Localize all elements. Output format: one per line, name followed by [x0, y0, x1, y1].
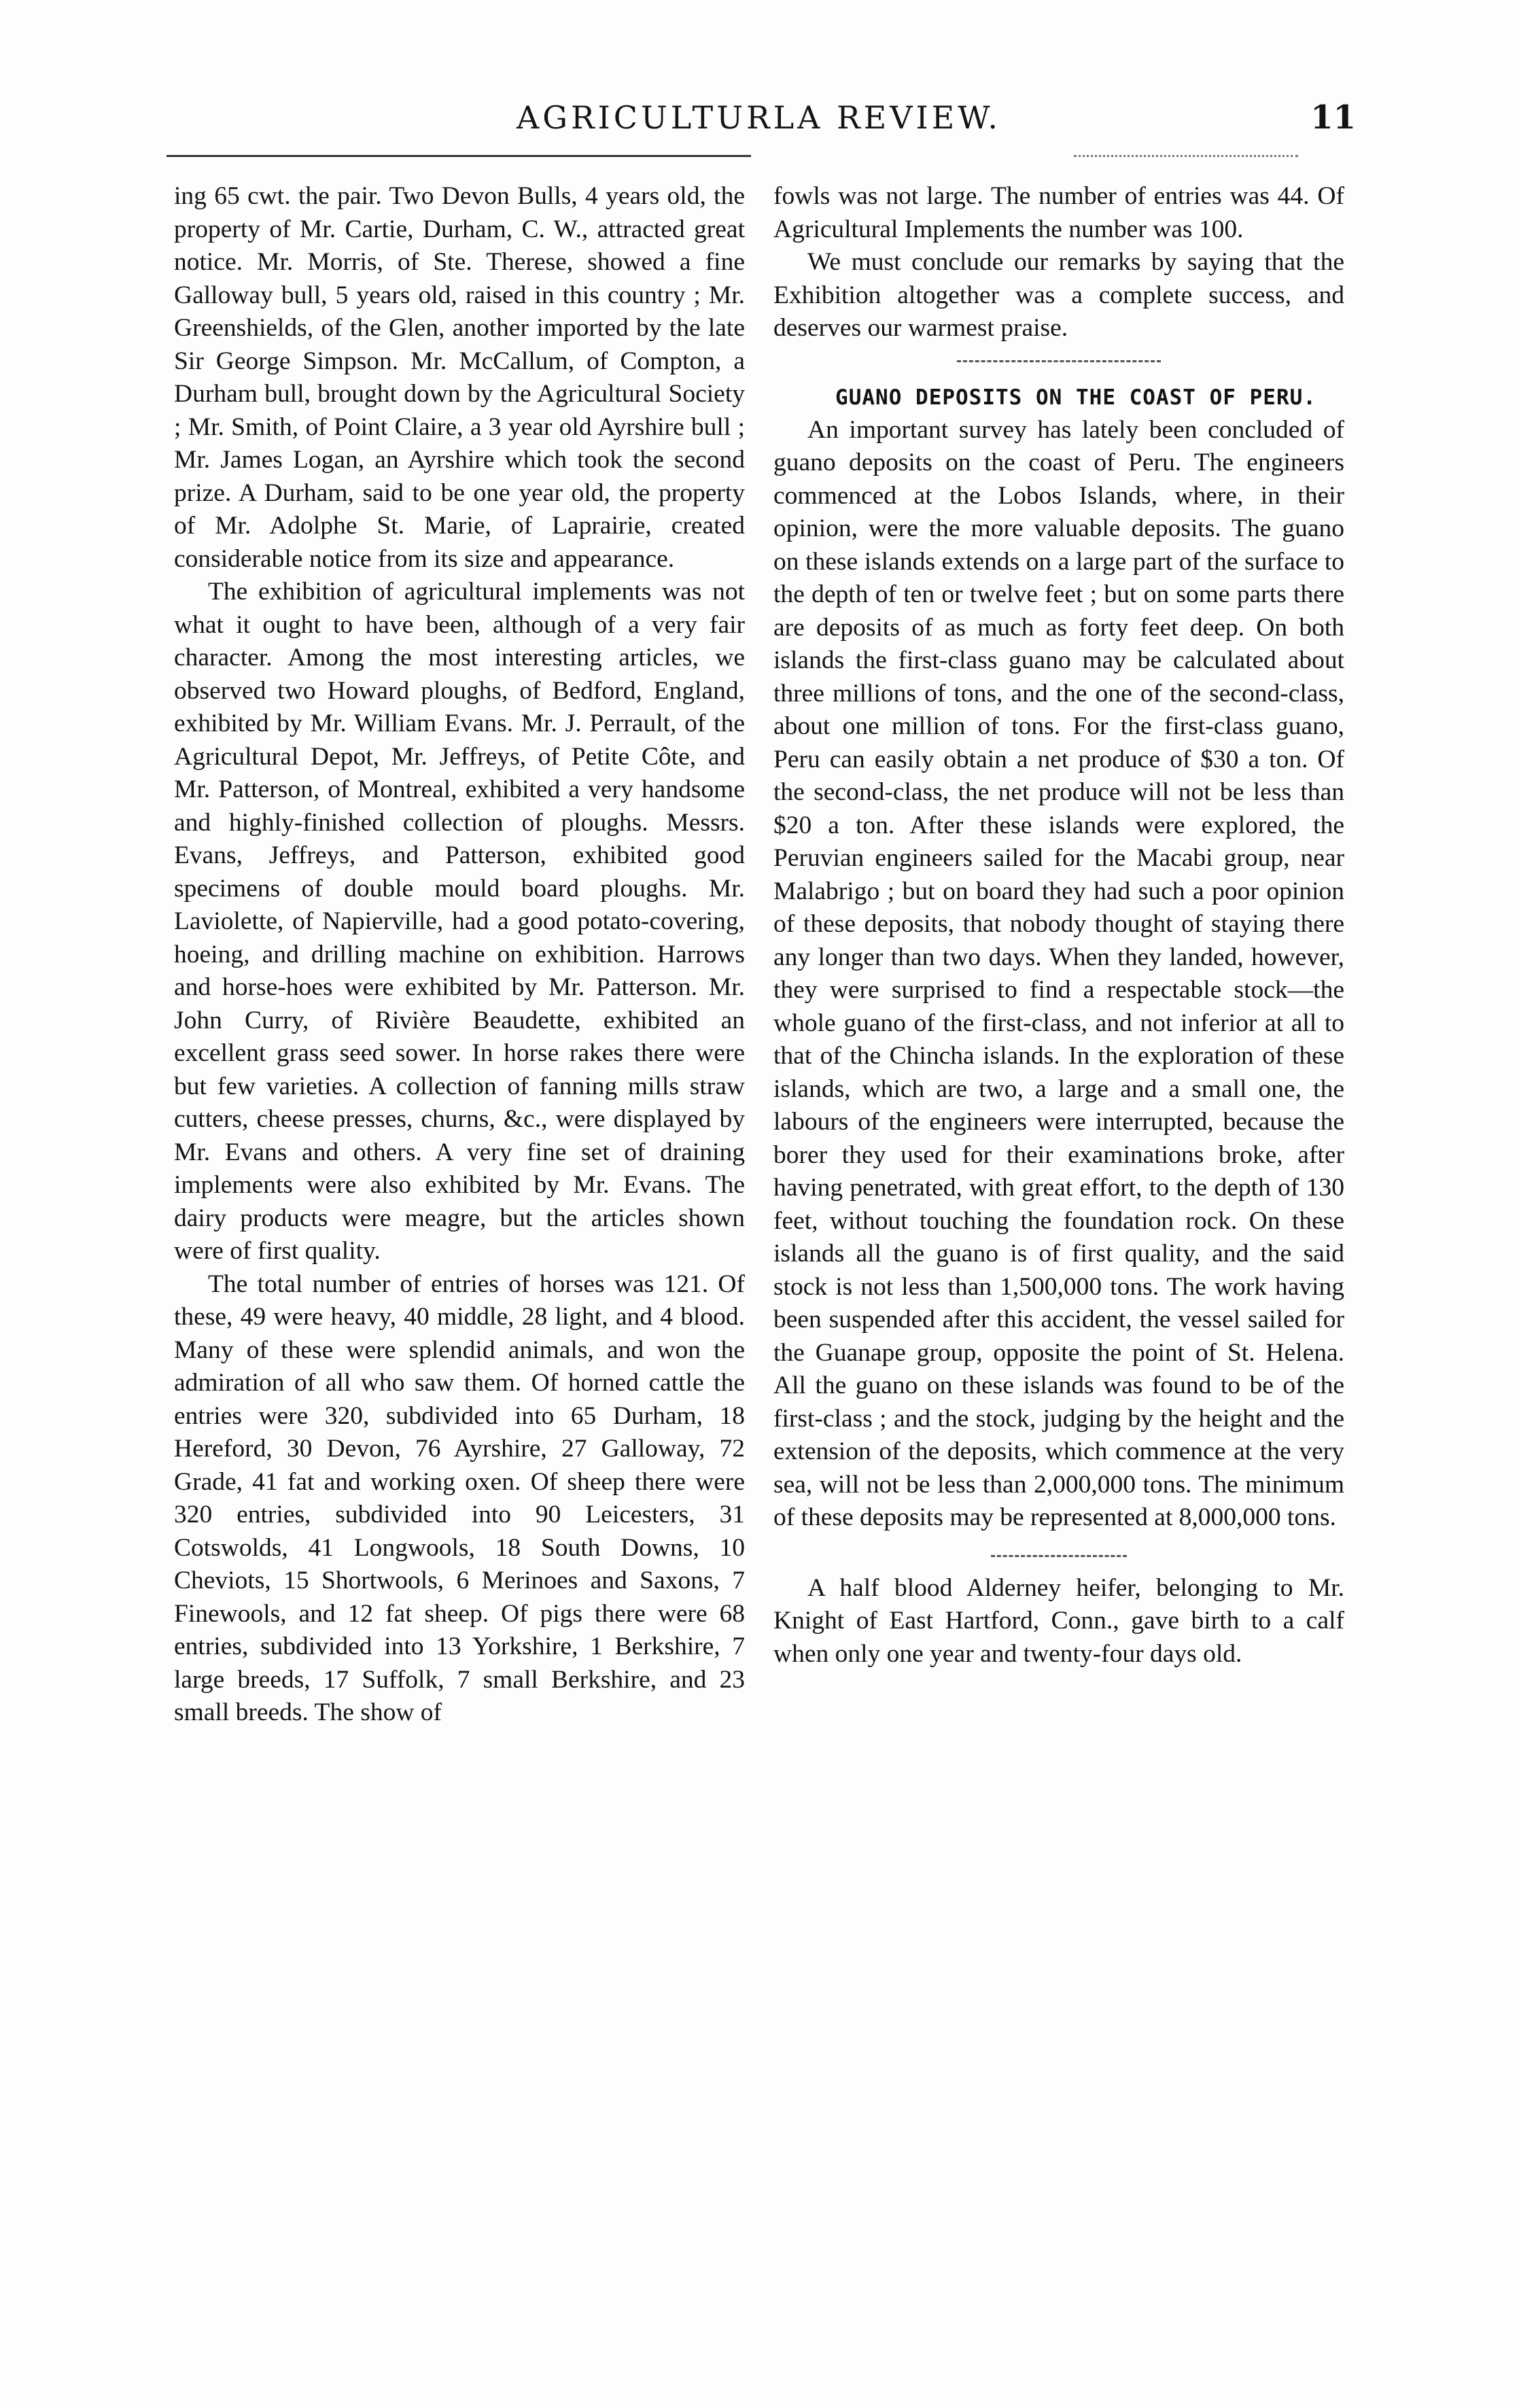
left-paragraph-1: ing 65 cwt. the pair. Two Devon Bulls, 4 years old, the property of Mr. Cartie, Durham, C. W., attracted great notice. Mr. Morris, of Ste. Therese, showed a fine Galloway bull, 5 years old, raised in this country ; Mr. Greenshields, of the Glen, another imported by the late Sir George Simpson. Mr. McCallum, of Compton, a Durham bull, brought down by the Agricultural Society ; Mr. Smith, of Point Claire, a 3 year old Ayrshire bull ; Mr. James Logan, an Ayrshire which took the second prize. A Durham, said to be one year old, the property of Mr. Adolphe St. Marie, of Laprairie, created considerable notice from its size and appearance.	[174, 182, 745, 573]
article-heading: GUANO DEPOSITS ON THE COAST OF PERU.	[835, 385, 1316, 410]
left-column	[174, 180, 745, 1730]
running-head	[0, 94, 1519, 141]
right-paragraph-4: A half blood Alderney heifer, belonging to Mr. Knight of East Hartford, Conn., gave birth to a calf when only one year and twenty-four days old.	[773, 1573, 1344, 1668]
left-paragraph-3: The total number of entries of horses was 121. Of these, 49 were heavy, 40 middle, 28 light, and 4 blood. Many of these were splendid animals, and won the admiration of all who saw them. Of horned cattle the entries were 320, subdivided into 65 Durham, 18 Hereford, 30 Devon, 76 Ayrshire, 27 Galloway, 72 Grade, 41 fat and working oxen. Of sheep there were 320 entries, subdivided into 90 Leicesters, 31 Cotswolds, 41 Longwools, 18 South Downs, 10 Cheviots, 15 Shortwools, 6 Merinoes and Saxons, 7 Finewools, and 12 fat sheep. Of pigs there were 68 entries, subdivided into 13 Yorkshire, 1 Berkshire, 7 large breeds, 17 Suffolk, 7 small Berkshire, and 23 small breeds. The show of	[174, 1270, 745, 1726]
header-rule	[167, 155, 751, 157]
right-paragraph-1: fowls was not large. The number of entries was 44. Of Agricultural Implements the number was 100.	[773, 182, 1344, 243]
section-divider-2	[991, 1555, 1127, 1557]
running-title: AGRICULTURLA REVIEW.	[517, 99, 1002, 136]
header-rule-dotted	[1074, 155, 1298, 157]
right-column	[773, 180, 1344, 1671]
right-paragraph-3: An important survey has lately been concluded of guano deposits on the coast of Peru. The engineers commenced at the Lobos Islands, where, in their opinion, were the more valuable deposits. The guano on these islands extends on a large part of the surface to the depth of ten or twelve feet ; but on some parts there are deposits of as much as forty feet deep. On both islands the first-class guano may be calculated about three millions of tons, and the one of the second-class, about one million of tons. For the first-class guano, Peru can easily obtain a net produce of $30 a ton. Of the second-class, the net produce will not be less than $20 a ton. After these islands were explored, the Peruvian engineers sailed for the Macabi group, near Malabrigo ; but on board they had such a poor opinion of these deposits, that nobody thought of staying there any longer than two days. When they landed, however, they were surprised to find a respectable stock—the whole guano of the first-class, and not inferior at all to that of the Chincha islands. In the exploration of these islands, which are two, a large and a small one, the labours of the engineers were interrupted, because the borer they used for their examinations broke, after having penetrated, with great effort, to the depth of 130 feet, without touching the foundation rock. On these islands all the guano is of first quality, and the said stock is not less than 1,500,000 tons. The work having been suspended after this accident, the vessel sailed for the Guanape group, opposite the point of St. Helena. All the guano on these islands was found to be of the first-class ; and the stock, judging by the height and the extension of the deposits, which commence at the very sea, will not be less than 2,000,000 tons. The minimum of these deposits may be represented at 8,000,000 tons.	[773, 415, 1344, 1531]
right-paragraph-2: We must conclude our remarks by saying that the Exhibition altogether was a complete success, and deserves our warmest praise.	[773, 248, 1344, 342]
page-number: 11	[1310, 99, 1356, 137]
left-paragraph-2: The exhibition of agricultural implements was not what it ought to have been, although of a very fair character. Among the most interesting articles, we observed two Howard ploughs, of Bedford, England, exhibited by Mr. William Evans. Mr. J. Perrault, of the Agricultural Depot, Mr. Jeffreys, of Petite Côte, and Mr. Patterson, of Montreal, exhibited a very handsome and highly-finished collection of ploughs. Messrs. Evans, Jeffreys, and Patterson, exhibited good specimens of double mould board ploughs. Mr. Laviolette, of Napierville, had a good potato-covering, hoeing, and drilling machine on exhibition. Harrows and horse-hoes were exhibited by Mr. Patterson. Mr. John Curry, of Rivière Beaudette, exhibited an excellent grass seed sower. In horse rakes there were but few varieties. A collection of fanning mills straw cutters, cheese presses, churns, &c., were displayed by Mr. Evans and others. A very fine set of draining implements were also exhibited by Mr. Evans. The dairy products were meagre, but the articles shown were of first quality.	[174, 578, 745, 1265]
section-divider	[957, 360, 1161, 362]
